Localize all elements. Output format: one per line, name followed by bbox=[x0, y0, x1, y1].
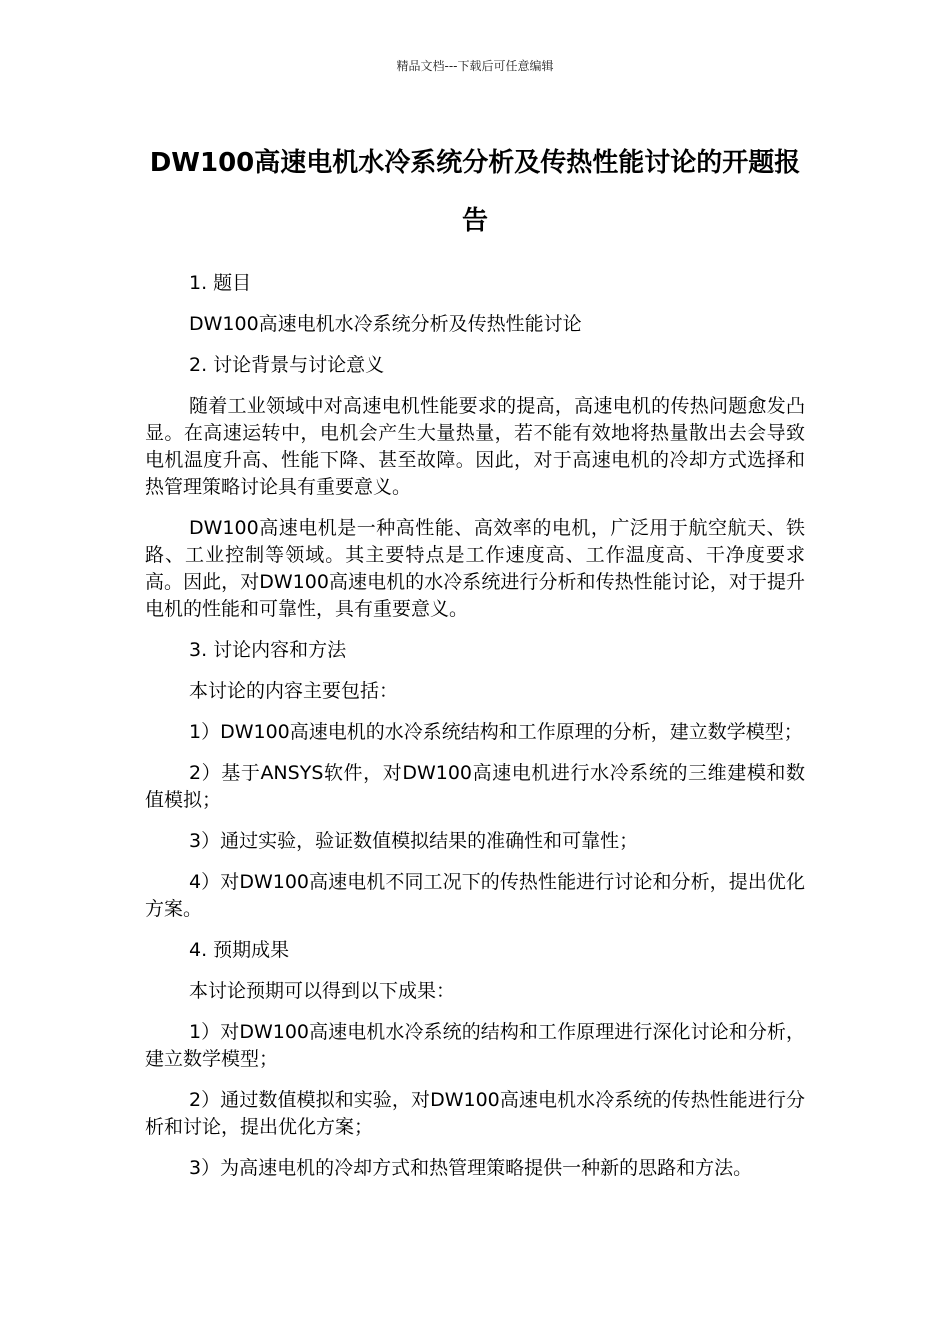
section-heading-background: 2. 讨论背景与讨论意义 bbox=[189, 354, 385, 376]
header-note: 精品文档---下载后可任意编辑 bbox=[396, 59, 554, 73]
outcome-item-3: 3）为高速电机的冷却方式和热管理策略提供一种新的思路和方法。 bbox=[189, 1157, 753, 1179]
document-title: DW100高速电机水冷系统分析及传热性能讨论的开题报告 bbox=[149, 148, 801, 236]
section-heading-topic: 1. 题目 bbox=[189, 272, 252, 294]
section-heading-content: 3. 讨论内容和方法 bbox=[189, 639, 347, 661]
background-paragraph-1: 随着工业领域中对高速电机性能要求的提高，高速电机的传热问题愈发凸显。在高速运转中，电机会产生大量热量，若不能有效地将热量散出去会导致电机温度升高、性能下降、甚至故障。因此，对于高速电机的冷却方式选择和热管理策略讨论具有重要意义。 bbox=[145, 395, 805, 498]
document-body bbox=[145, 270, 805, 1196]
content-intro: 本讨论的内容主要包括： bbox=[189, 680, 399, 702]
content-item-3: 3）通过实验，验证数值模拟结果的准确性和可靠性； bbox=[189, 830, 639, 852]
section-heading-outcomes: 4. 预期成果 bbox=[189, 939, 290, 961]
outcome-item-2: 2）通过数值模拟和实验，对DW100高速电机水冷系统的传热性能进行分析和讨论，提出优化方案； bbox=[145, 1089, 805, 1138]
content-item-2: 2）基于ANSYS软件，对DW100高速电机进行水冷系统的三维建模和数值模拟； bbox=[145, 762, 805, 811]
content-item-1: 1）DW100高速电机的水冷系统结构和工作原理的分析，建立数学模型； bbox=[189, 721, 803, 743]
topic-text: DW100高速电机水冷系统分析及传热性能讨论 bbox=[189, 313, 582, 335]
outcomes-intro: 本讨论预期可以得到以下成果： bbox=[189, 980, 456, 1002]
outcome-item-1: 1）对DW100高速电机水冷系统的结构和工作原理进行深化讨论和分析，建立数学模型； bbox=[145, 1021, 805, 1070]
content-item-4: 4）对DW100高速电机不同工况下的传热性能进行讨论和分析，提出优化方案。 bbox=[145, 871, 805, 920]
background-paragraph-2: DW100高速电机是一种高性能、高效率的电机，广泛用于航空航天、铁路、工业控制等领域。其主要特点是工作速度高、工作温度高、干净度要求高。因此，对DW100高速电机的水冷系统进行分析和传热性能讨论，对于提升电机的性能和可靠性，具有重要意义。 bbox=[145, 517, 805, 620]
